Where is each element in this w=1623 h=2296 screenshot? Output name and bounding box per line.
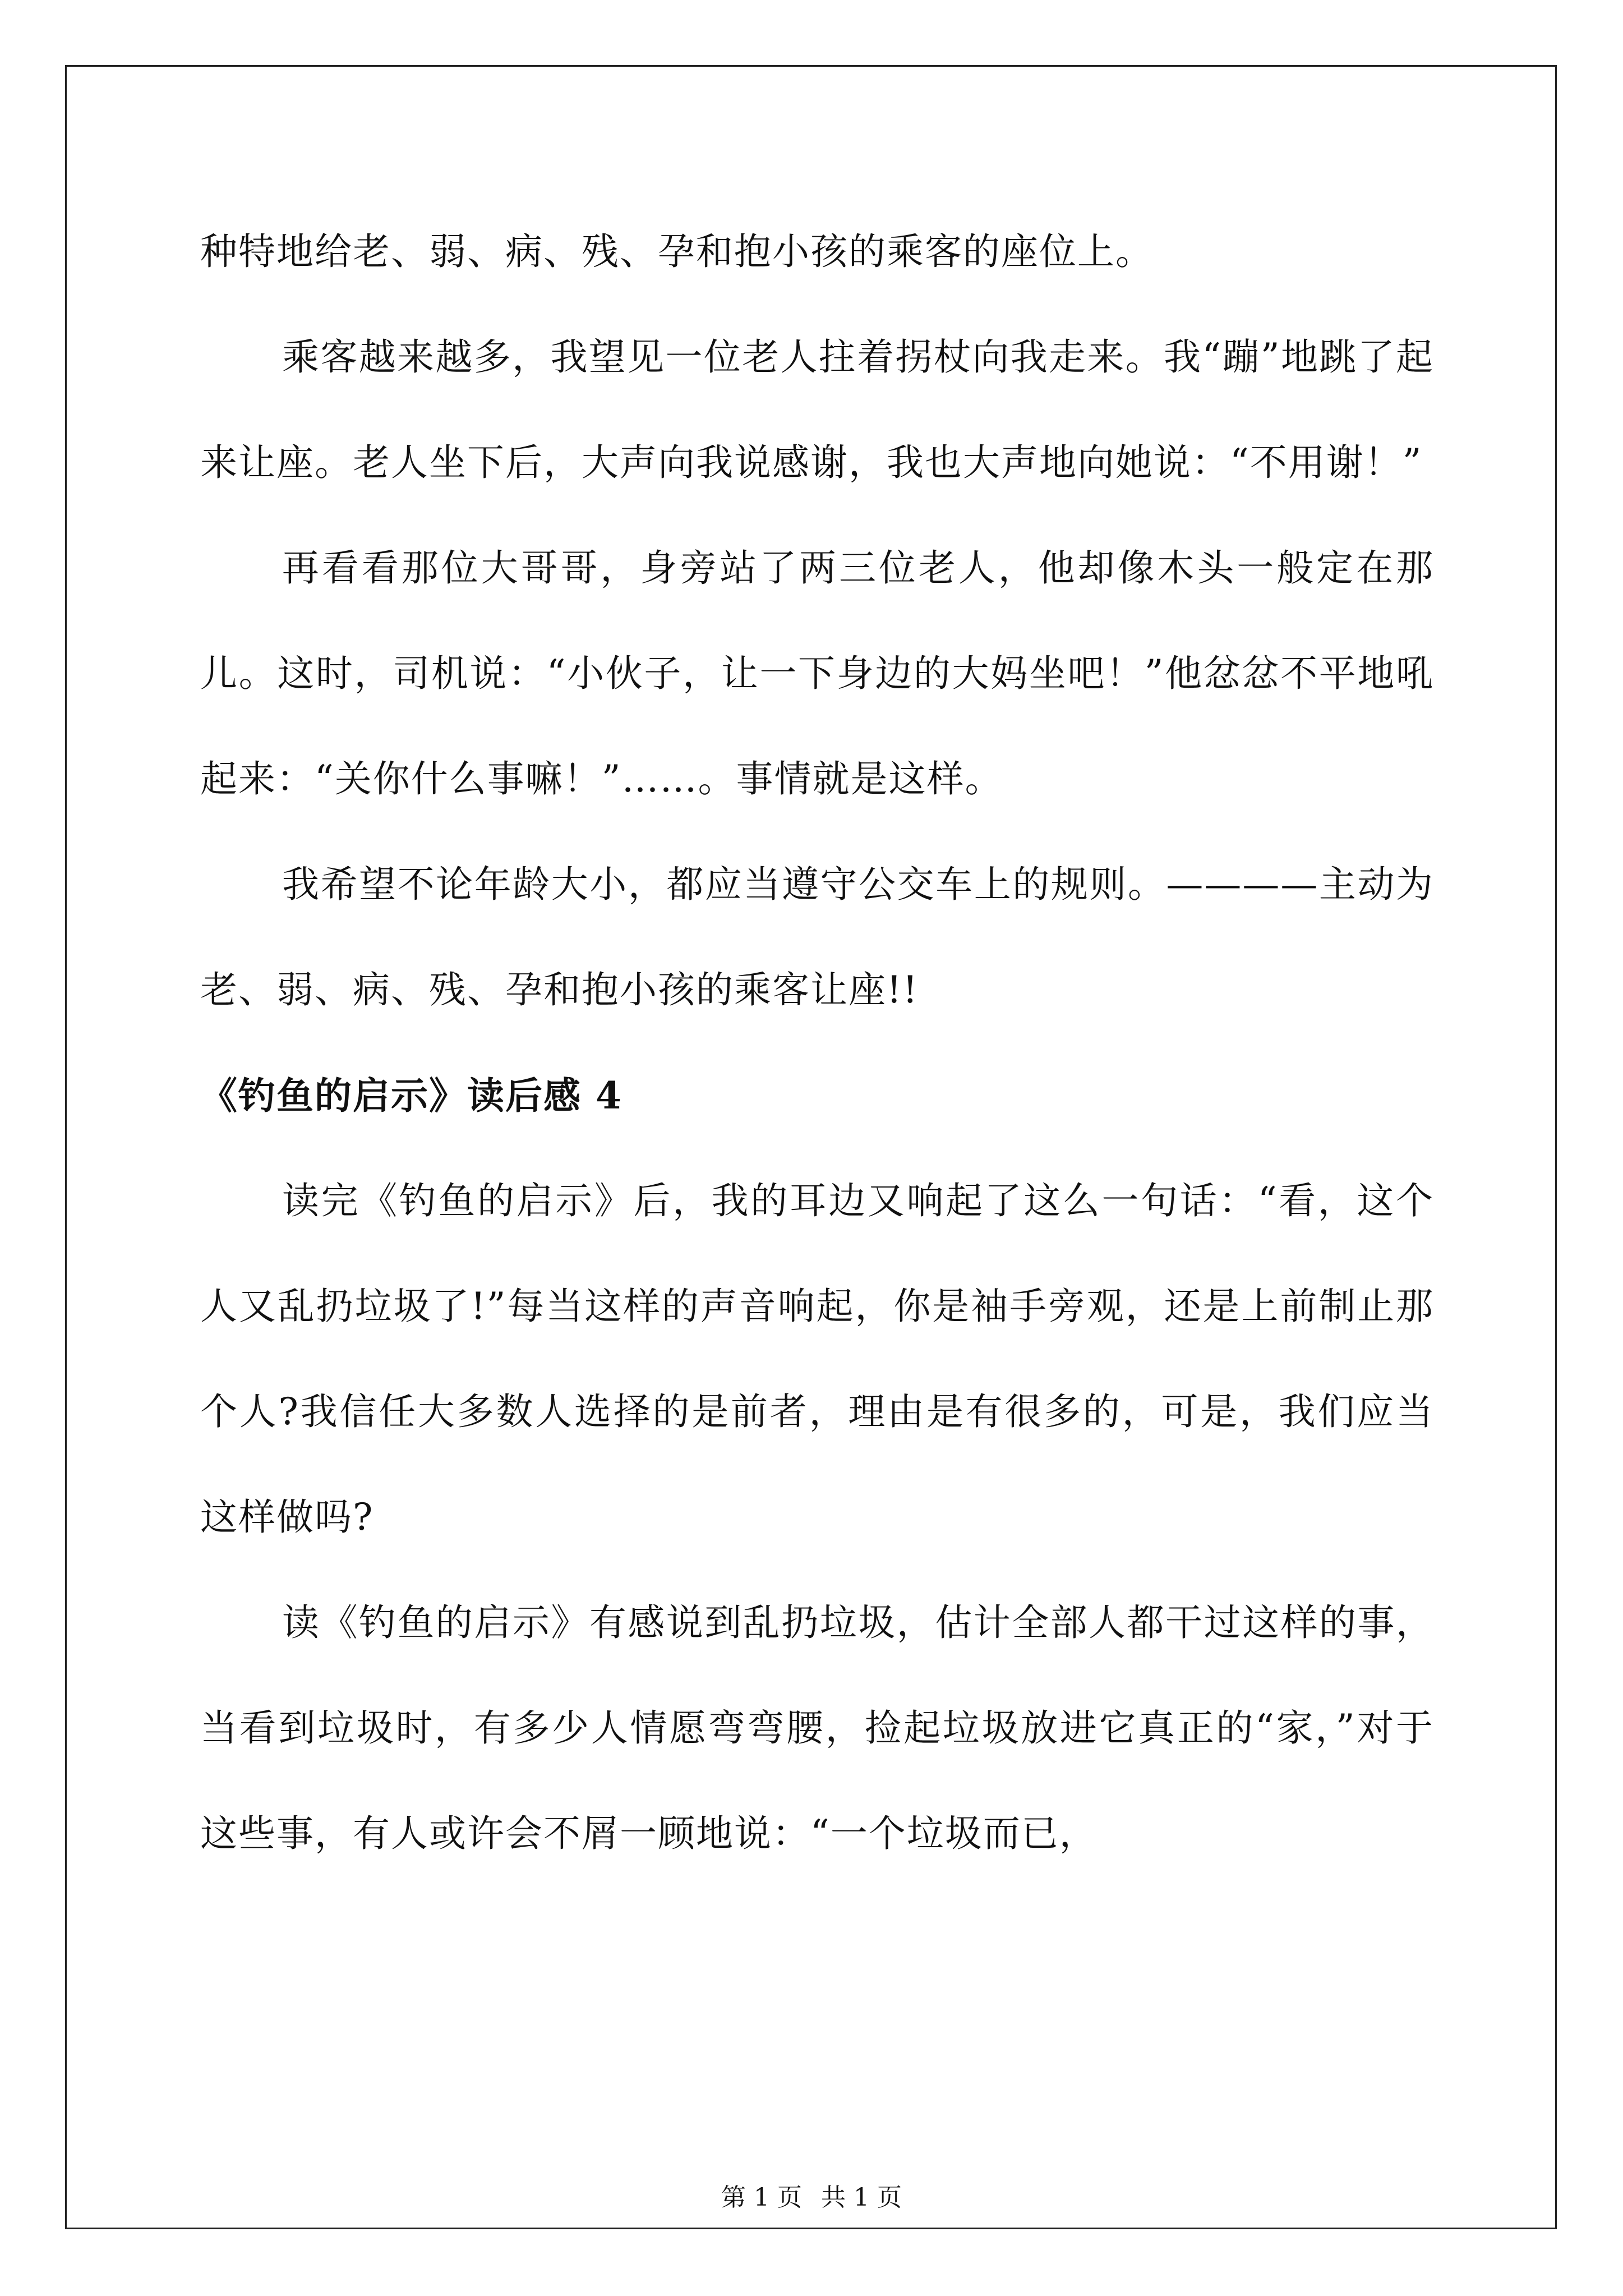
paragraph-5: 读完《钓鱼的启示》后，我的耳边又响起了这么一句话：“看，这个人又乱扔垃圾了!”每当这样的声音响起，你是袖手旁观，还是上前制止那个人?我信任大多数人选择的是前者，理由是有很多的，可是，我们应当这样做吗? xyxy=(200,1179,1434,1539)
paragraph-6: 读《钓鱼的启示》有感说到乱扔垃圾，估计全部人都干过这样的事，当看到垃圾时，有多少人情愿弯弯腰，捡起垃圾放进它真正的“家，”对于这些事，有人或许会不屑一顾地说：“一个垃圾而已， xyxy=(200,1601,1434,1855)
paragraph-3: 再看看那位大哥哥，身旁站了两三位老人，他却像木头一般定在那儿。这时，司机说：“小伙子，让一下身边的大妈坐吧！”他忿忿不平地吼起来：“关你什么事嘛！”……。事情就是这样。 xyxy=(200,546,1434,800)
section-heading: 《钓鱼的启示》读后感 4 xyxy=(200,1074,623,1117)
paragraph-1: 种特地给老、弱、病、残、孕和抱小孩的乘客的座位上。 xyxy=(200,230,1154,273)
paragraph-2: 乘客越来越多，我望见一位老人拄着拐杖向我走来。我“蹦”地跳了起来让座。老人坐下后，大声向我说感谢，我也大声地向她说：“不用谢！” xyxy=(200,335,1434,484)
page-number: 第 1 页 xyxy=(721,2183,802,2212)
page-total: 共 1 页 xyxy=(821,2183,902,2212)
document-body xyxy=(200,199,1434,1887)
paragraph-4: 我希望不论年龄大小，都应当遵守公交车上的规则。————主动为老、弱、病、残、孕和抱小孩的乘客让座!! xyxy=(200,863,1434,1011)
page-footer xyxy=(0,2181,1623,2215)
